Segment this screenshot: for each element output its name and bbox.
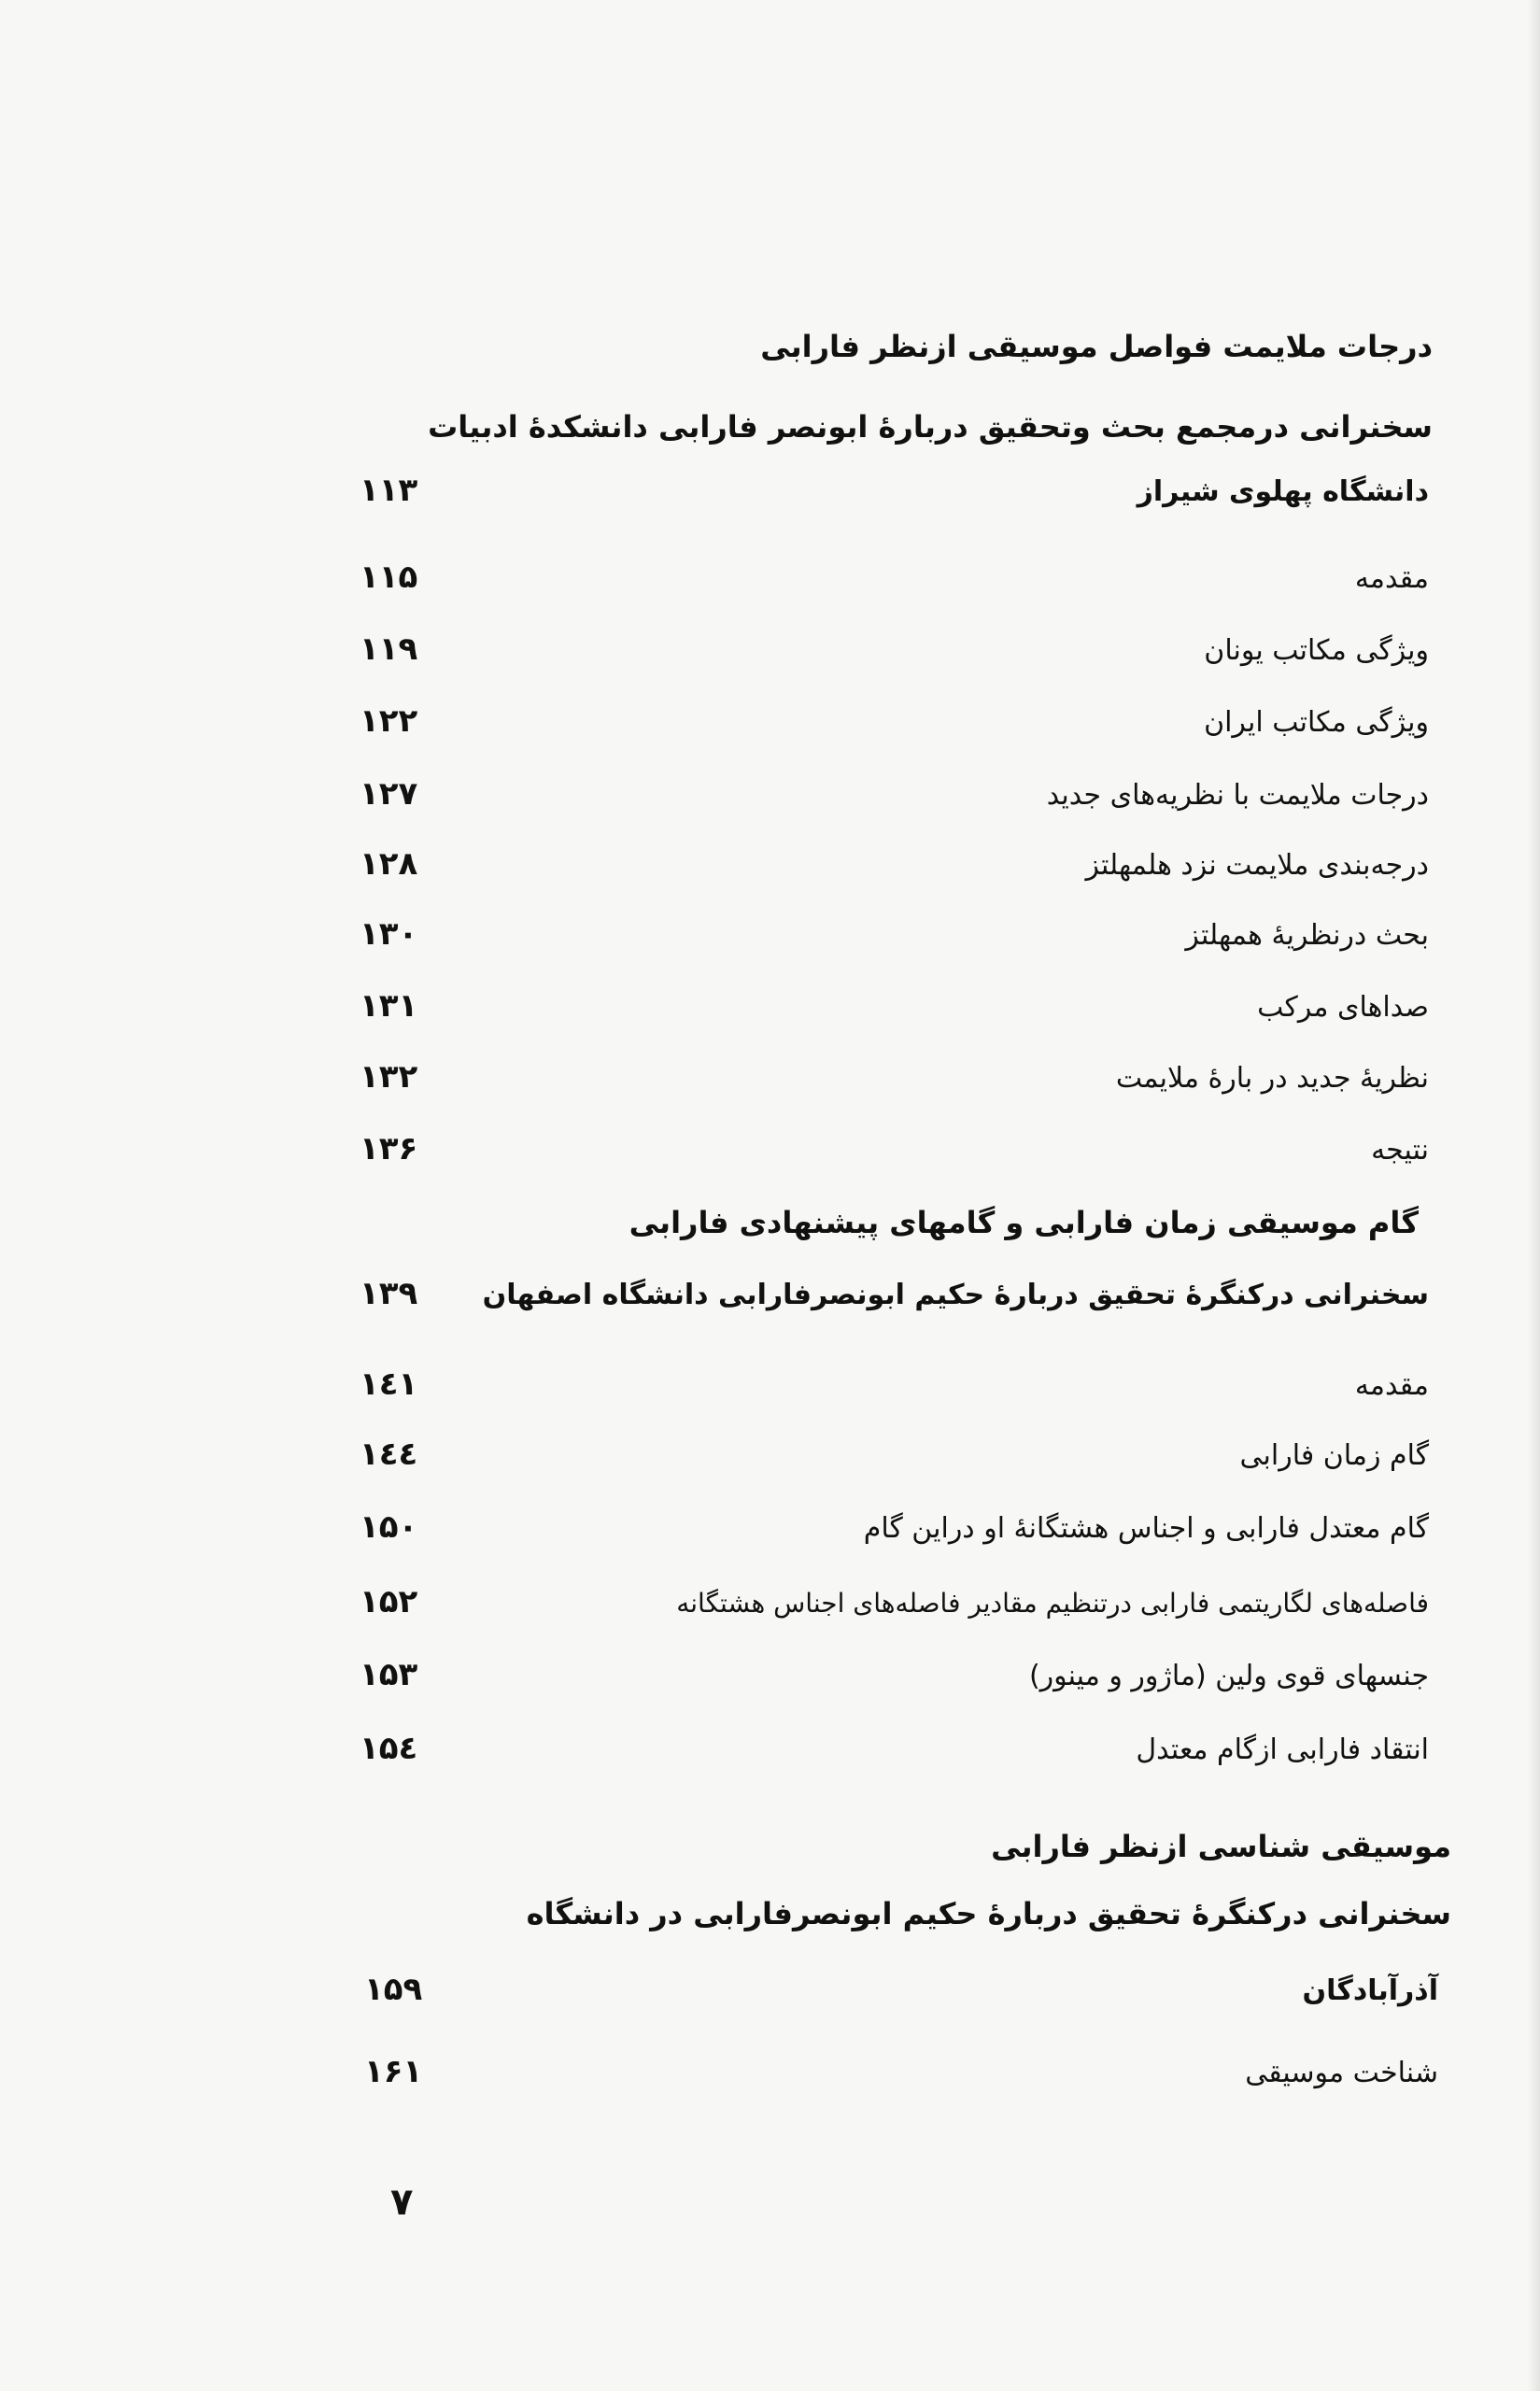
- toc-entry: [360, 915, 1429, 953]
- entry-title: گام معتدل فارابی و اجناس هشتگانهٔ او دراین گام: [863, 1512, 1429, 1545]
- toc-entry: [360, 472, 1429, 509]
- toc-entry: [360, 1508, 1429, 1546]
- toc-entry: [360, 1656, 1429, 1693]
- page-number: ۱۵۰: [360, 1508, 418, 1546]
- entry-title: مقدمه: [1354, 562, 1429, 595]
- page-number: ۱۳۱: [360, 987, 418, 1025]
- page-number: ۱۲۲: [360, 702, 418, 740]
- page-number: ۱۱۹: [360, 630, 418, 668]
- page-number: ۱۳۶: [360, 1130, 418, 1167]
- entry-title: فاصله‌های لگاریتمی فارابی درتنظیم مقادیر فاصله‌های اجناس هشتگانه: [676, 1588, 1429, 1619]
- page-number: ۱۲۸: [360, 845, 418, 883]
- entry-title: درجات ملایمت با نظریه‌های جدید: [1046, 779, 1429, 812]
- entry-title: مقدمه: [1354, 1369, 1429, 1402]
- section-heading: درجات ملایمت فواصل موسیقی ازنظر فارابی: [760, 329, 1433, 364]
- section-heading: گام موسیقی زمان فارابی و گامهای پیشنهادی فارابی: [629, 1205, 1419, 1240]
- toc-entry: [360, 1365, 1429, 1403]
- entry-title: سخنرانی درکنگرهٔ تحقیق دربارهٔ حکیم ابونصرفارابی دانشگاه اصفهان: [482, 1279, 1429, 1311]
- toc-entry: [360, 630, 1429, 668]
- toc-entry: [360, 1130, 1429, 1167]
- page-number: ۱۵٤: [360, 1730, 418, 1767]
- page-number: ۱۵۲: [360, 1583, 418, 1620]
- page-number: ۱۲۷: [360, 775, 418, 813]
- entry-title: ویژگی مکاتب ایران: [1204, 706, 1429, 739]
- entry-title: صداهای مرکب: [1257, 991, 1429, 1024]
- entry-title: دانشگاه پهلوی شیراز: [1137, 475, 1429, 508]
- page-folio-number: ۷: [390, 2181, 414, 2224]
- entry-title: جنسهای قوی ولین (ماژور و مینور): [1028, 1660, 1429, 1692]
- toc-entry: [360, 1583, 1429, 1620]
- toc-entry: [360, 1058, 1429, 1096]
- toc-entry: [360, 559, 1429, 596]
- entry-title: درجه‌بندی ملایمت نزد هلمهلتز: [1085, 849, 1429, 882]
- page-number: ۱۳۲: [360, 1058, 418, 1096]
- entry-title: نظریهٔ جدید در بارهٔ ملایمت: [1115, 1062, 1429, 1095]
- page-number: ۱۵۹: [364, 1971, 423, 2008]
- toc-entry: [364, 2053, 1438, 2090]
- toc-entry: [360, 775, 1429, 813]
- page-number: ۱۱۵: [360, 559, 418, 596]
- entry-title: بحث درنظریهٔ همهلتز: [1185, 919, 1429, 952]
- toc-entry: [360, 702, 1429, 740]
- section-heading: موسیقی شناسی ازنظر فارابی: [991, 1829, 1451, 1864]
- section-subheading: سخنرانی درمجمع بحث وتحقیق دربارهٔ ابونصر فارابی دانشکدهٔ ادبیات: [428, 409, 1433, 445]
- toc-entry: [360, 987, 1429, 1025]
- page-number: ۱۶۱: [364, 2053, 423, 2090]
- entry-title: آذرآبادگان: [1302, 1974, 1438, 2007]
- toc-entry: [360, 845, 1429, 883]
- page-number: ۱۵۳: [360, 1656, 418, 1693]
- toc-entry: [360, 1275, 1429, 1312]
- entry-title: گام زمان فارابی: [1239, 1439, 1429, 1472]
- toc-entry: [360, 1730, 1429, 1767]
- entry-title: ویژگی مکاتب یونان: [1204, 634, 1429, 667]
- page-number: ۱۱۳: [360, 472, 418, 509]
- entry-title: شناخت موسیقی: [1245, 2057, 1438, 2089]
- page-number: ۱۳۹: [360, 1275, 418, 1312]
- entry-title: نتیجه: [1371, 1134, 1429, 1167]
- page-number: ۱٤۱: [360, 1365, 418, 1403]
- page-number: ۱۳۰: [360, 915, 418, 953]
- toc-entry: [364, 1971, 1438, 2008]
- page-number: ۱٤٤: [360, 1436, 418, 1473]
- section-subheading: سخنرانی درکنگرهٔ تحقیق دربارهٔ حکیم ابونصرفارابی در دانشگاه: [526, 1896, 1451, 1931]
- toc-entry: [360, 1436, 1429, 1473]
- entry-title: انتقاد فارابی ازگام معتدل: [1136, 1733, 1429, 1766]
